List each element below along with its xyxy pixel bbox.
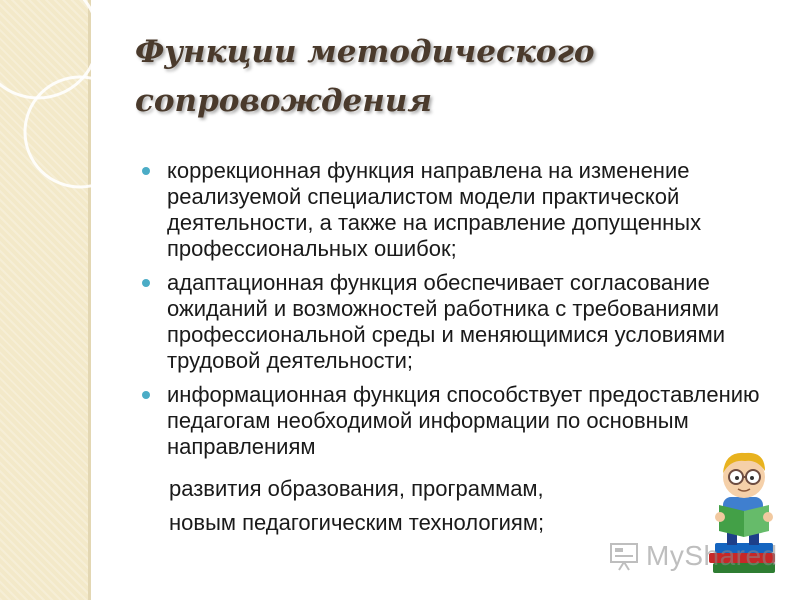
bullet-item-information (140, 382, 780, 460)
bullet-dot-icon (142, 391, 150, 399)
bullet-item-adaptation (140, 270, 780, 374)
watermark-text: MyShared (646, 540, 778, 571)
continuation-line: развития образования, программам, (169, 476, 544, 501)
decorative-circles (0, 0, 91, 600)
slide-title: Функции методического сопровождения (135, 34, 595, 119)
bullet-text: адаптационная функция обеспечивает согласование ожиданий и возможностей работника с требованиями профессиональной среды и меняющимися условиями трудовой деятельности; (167, 270, 725, 373)
bullet-item-correction (140, 158, 780, 262)
presentation-board-icon (608, 540, 640, 572)
bullet-text: информационная функция способствует предоставлению педагогам необходимой информации по основным направлениям (167, 382, 760, 459)
watermark (608, 536, 778, 576)
bullet-dot-icon (142, 279, 150, 287)
bullet-text: коррекционная функция направлена на изменение реализуемой специалистом модели практической деятельности, а также на исправление допущенных профессиональных ошибок; (167, 158, 702, 261)
bullet-dot-icon (142, 167, 150, 175)
continuation-line: новым педагогическим технологиям; (169, 510, 545, 535)
bullet-list (140, 158, 780, 468)
